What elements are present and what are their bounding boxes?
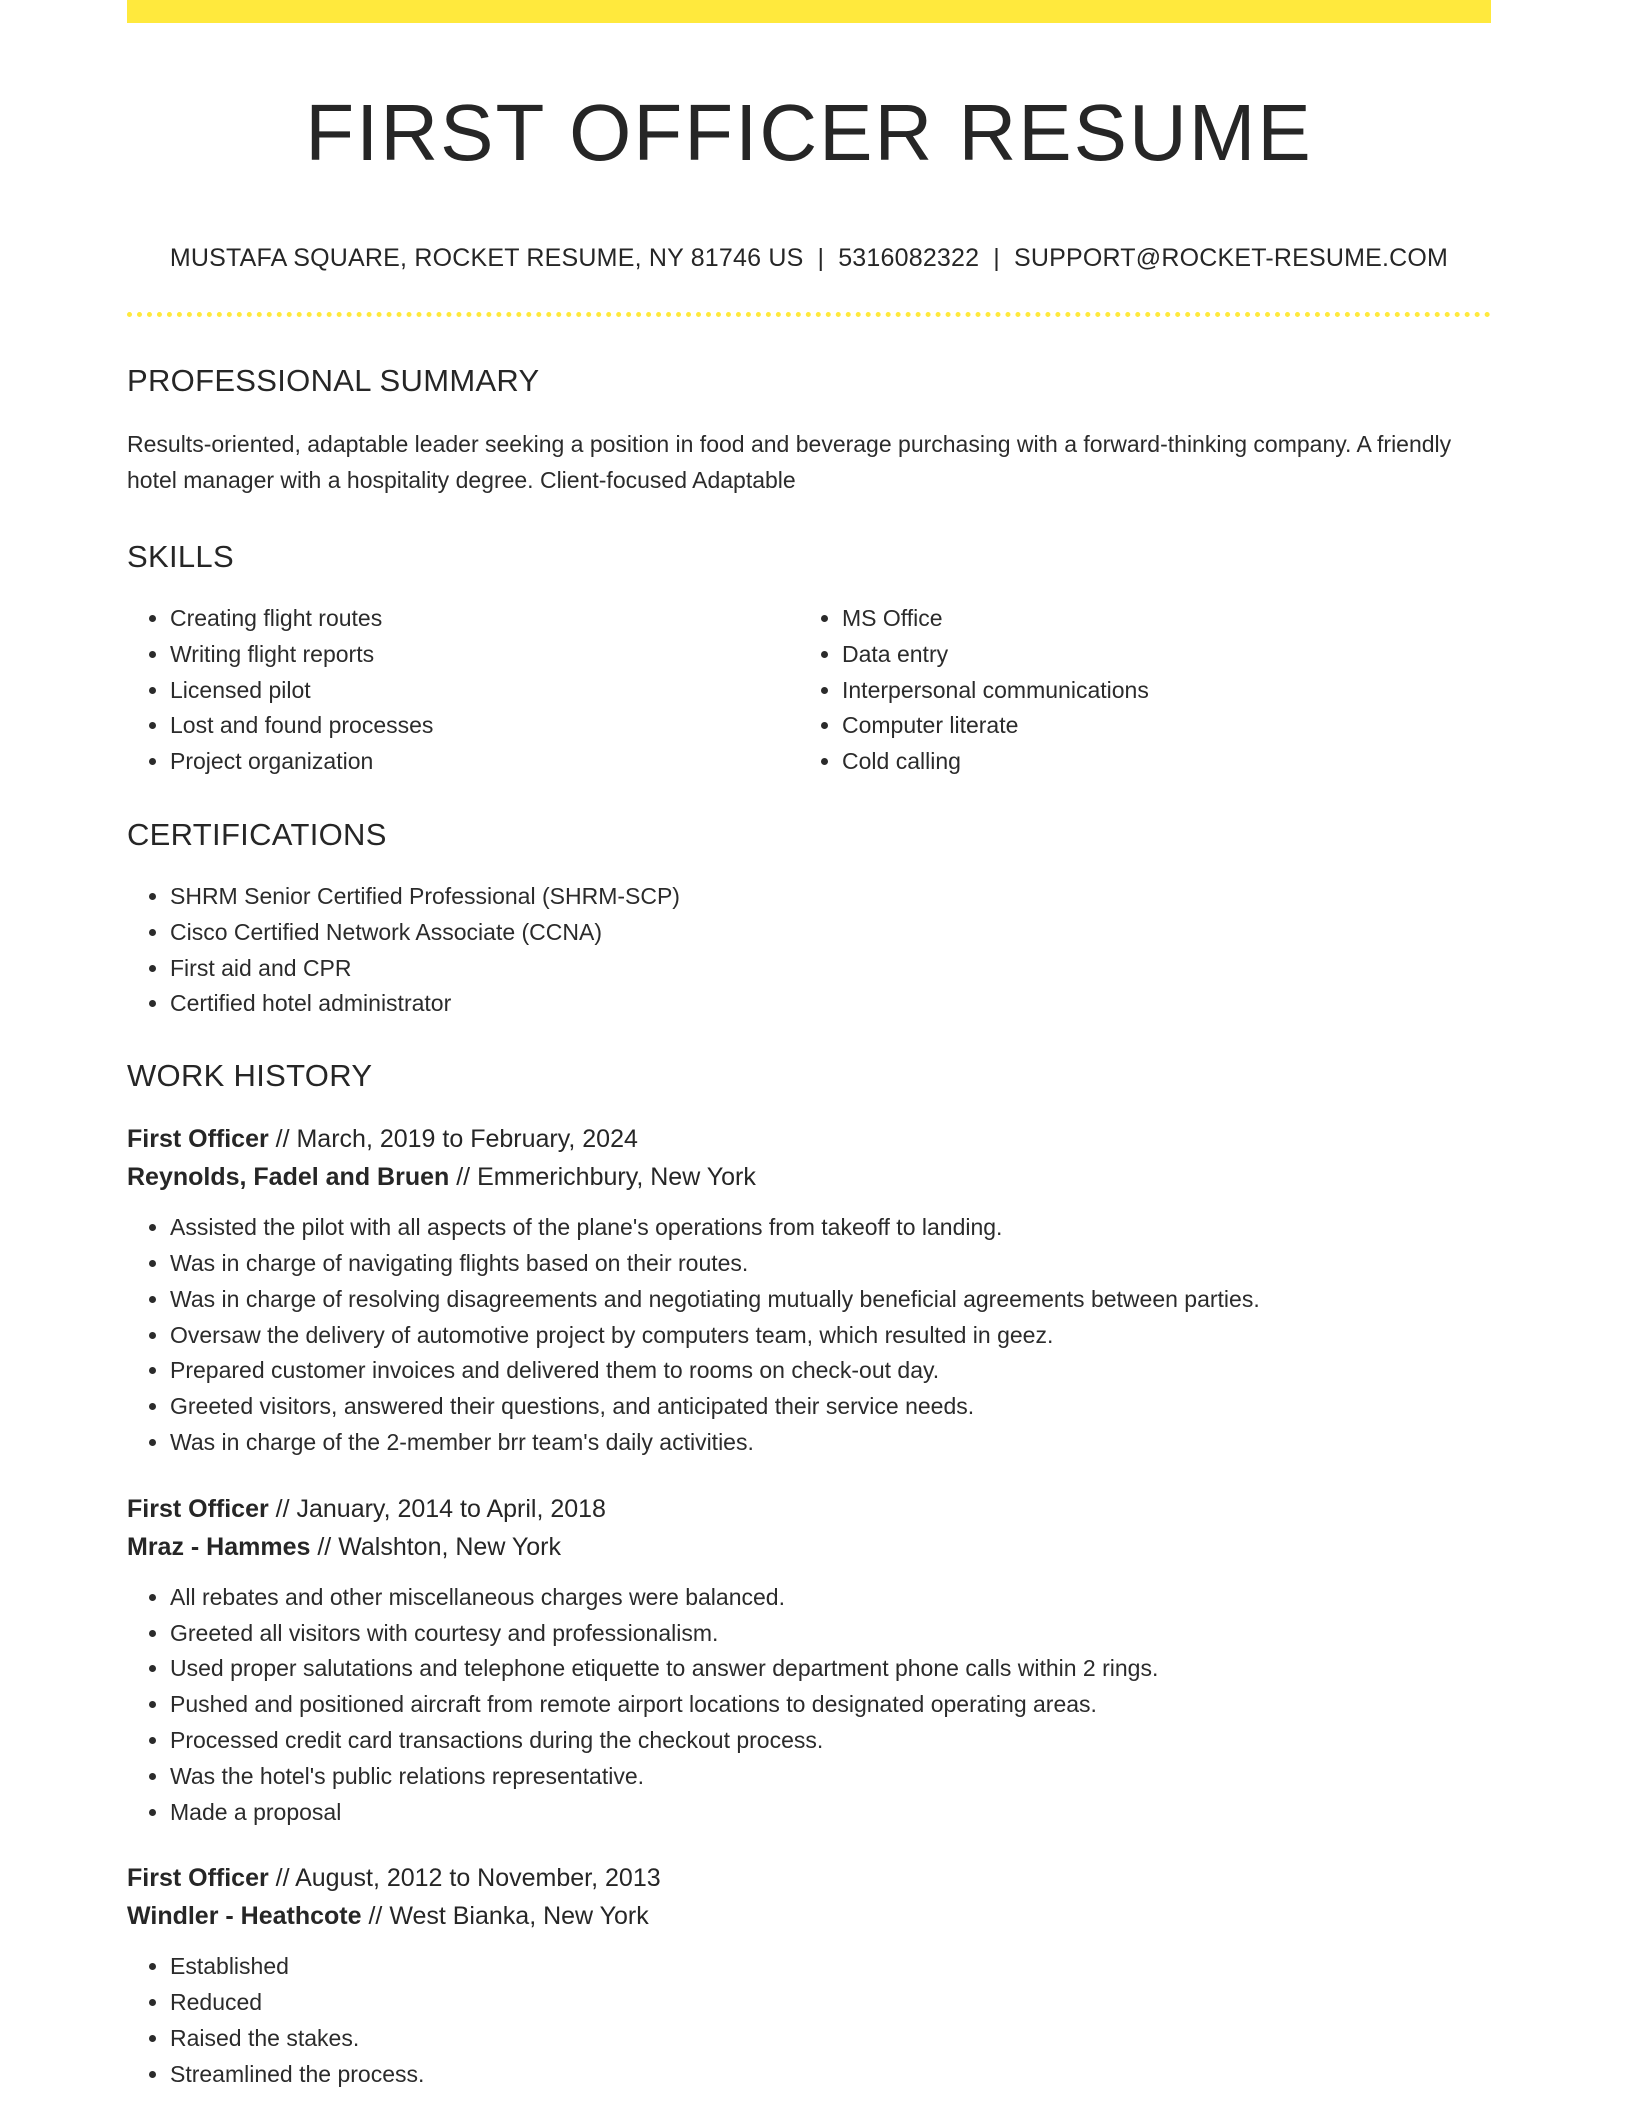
job-dates: // January, 2014 to April, 2018 [268, 1494, 606, 1523]
skill-item: • Writing flight reports [170, 637, 799, 673]
job-bullet: • Raised the stakes. [170, 2021, 1491, 2057]
skill-item: • Data entry [842, 637, 1471, 673]
job-bullet: • Reduced [170, 1985, 1491, 2021]
skill-item: • MS Office [842, 601, 1471, 637]
job-company-line [127, 1897, 1491, 1935]
job-entry [127, 1120, 1491, 1461]
certification-item: • SHRM Senior Certified Professional (SHRM-SCP) [170, 879, 1491, 915]
job-entry [127, 1490, 1491, 1831]
job-title: First Officer [127, 1125, 269, 1154]
job-company: Reynolds, Fadel and Bruen [127, 1163, 450, 1192]
job-dates: // March, 2019 to February, 2024 [268, 1125, 638, 1154]
job-bullet: • Established [170, 1949, 1491, 1985]
job-location: // Walshton, New York [310, 1532, 561, 1561]
certification-item: • Cisco Certified Network Associate (CCNA) [170, 915, 1491, 951]
job-title: First Officer [127, 1494, 269, 1523]
job-dates: // August, 2012 to November, 2013 [268, 1864, 661, 1893]
skill-item: • Creating flight routes [170, 601, 799, 637]
skills-list-left [127, 601, 799, 780]
job-bullet: • Was in charge of the 2-member brr team's daily activities. [170, 1425, 1491, 1461]
job-title-line [127, 1120, 1491, 1158]
summary-heading: PROFESSIONAL SUMMARY [127, 363, 540, 398]
job-bullet: • Was the hotel's public relations representative. [170, 1759, 1491, 1795]
job-company: Mraz - Hammes [127, 1532, 311, 1561]
job-bullet: • Streamlined the process. [170, 2057, 1491, 2093]
job-bullet: • Greeted all visitors with courtesy and professionalism. [170, 1616, 1491, 1652]
job-company-line [127, 1158, 1491, 1196]
job-bullet: • Made a proposal [170, 1795, 1491, 1831]
job-entry [127, 1859, 1491, 2092]
skill-item: • Licensed pilot [170, 673, 799, 709]
job-location: // West Bianka, New York [361, 1902, 649, 1931]
job-bullet: • Prepared customer invoices and delivered them to rooms on check-out day. [170, 1353, 1491, 1389]
job-bullet: • Was in charge of navigating flights based on their routes. [170, 1246, 1491, 1282]
skill-item: • Project organization [170, 744, 799, 780]
job-bullet: • Oversaw the delivery of automotive project by computers team, which resulted in geez. [170, 1318, 1491, 1354]
accent-top-bar [127, 0, 1491, 23]
job-company: Windler - Heathcote [127, 1902, 362, 1931]
dotted-divider [127, 312, 1491, 317]
job-title-line [127, 1490, 1491, 1528]
job-location: // Emmerichbury, New York [449, 1163, 756, 1192]
skills-heading: SKILLS [127, 539, 234, 574]
certifications-heading: CERTIFICATIONS [127, 816, 387, 852]
contact-separator: | [817, 244, 825, 272]
contact-address: MUSTAFA SQUARE, ROCKET RESUME, NY 81746 US [169, 244, 804, 272]
job-bullet: • Assisted the pilot with all aspects of the plane's operations from takeoff to landing. [170, 1210, 1491, 1246]
job-bullet: • Pushed and positioned aircraft from remote airport locations to designated operating areas. [170, 1687, 1491, 1723]
job-company-line [127, 1528, 1491, 1566]
certifications-list [127, 879, 1491, 1022]
job-bullets [127, 1210, 1491, 1461]
job-bullet: • All rebates and other miscellaneous charges were balanced. [170, 1580, 1491, 1616]
certification-item: • First aid and CPR [170, 951, 1491, 987]
skill-item: • Lost and found processes [170, 708, 799, 744]
skill-item: • Interpersonal communications [842, 673, 1471, 709]
skill-item: • Cold calling [842, 744, 1471, 780]
job-title-line [127, 1859, 1491, 1897]
job-bullets [127, 1949, 1491, 2092]
contact-email: SUPPORT@ROCKET-RESUME.COM [1013, 244, 1449, 272]
skills-list-right [799, 601, 1471, 780]
job-bullet: • Processed credit card transactions during the checkout process. [170, 1723, 1491, 1759]
skills-column-right [799, 601, 1471, 780]
summary-text: Results-oriented, adaptable leader seeking a position in food and beverage purchasing with a forward-thinking company. A friendly hotel manager with a hospitality degree. Client-focused Adaptable [127, 431, 1452, 493]
job-bullet: • Used proper salutations and telephone etiquette to answer department phone calls within 2 rings. [170, 1651, 1491, 1687]
job-title: First Officer [127, 1864, 269, 1893]
skills-column-left [127, 601, 799, 780]
work-history-heading: WORK HISTORY [127, 1058, 373, 1094]
resume-page [127, 0, 1491, 2093]
job-bullets [127, 1580, 1491, 1831]
resume-title: FIRST OFFICER RESUME [305, 88, 1313, 177]
job-bullet: • Greeted visitors, answered their questions, and anticipated their service needs. [170, 1389, 1491, 1425]
skills-grid [127, 601, 1491, 780]
certification-item: • Certified hotel administrator [170, 986, 1491, 1022]
contact-separator: | [993, 244, 1000, 272]
contact-phone: 5316082322 [838, 244, 980, 272]
contact-line [127, 241, 1491, 275]
skill-item: • Computer literate [842, 708, 1471, 744]
job-bullet: • Was in charge of resolving disagreements and negotiating mutually beneficial agreements between parties. [170, 1282, 1491, 1318]
